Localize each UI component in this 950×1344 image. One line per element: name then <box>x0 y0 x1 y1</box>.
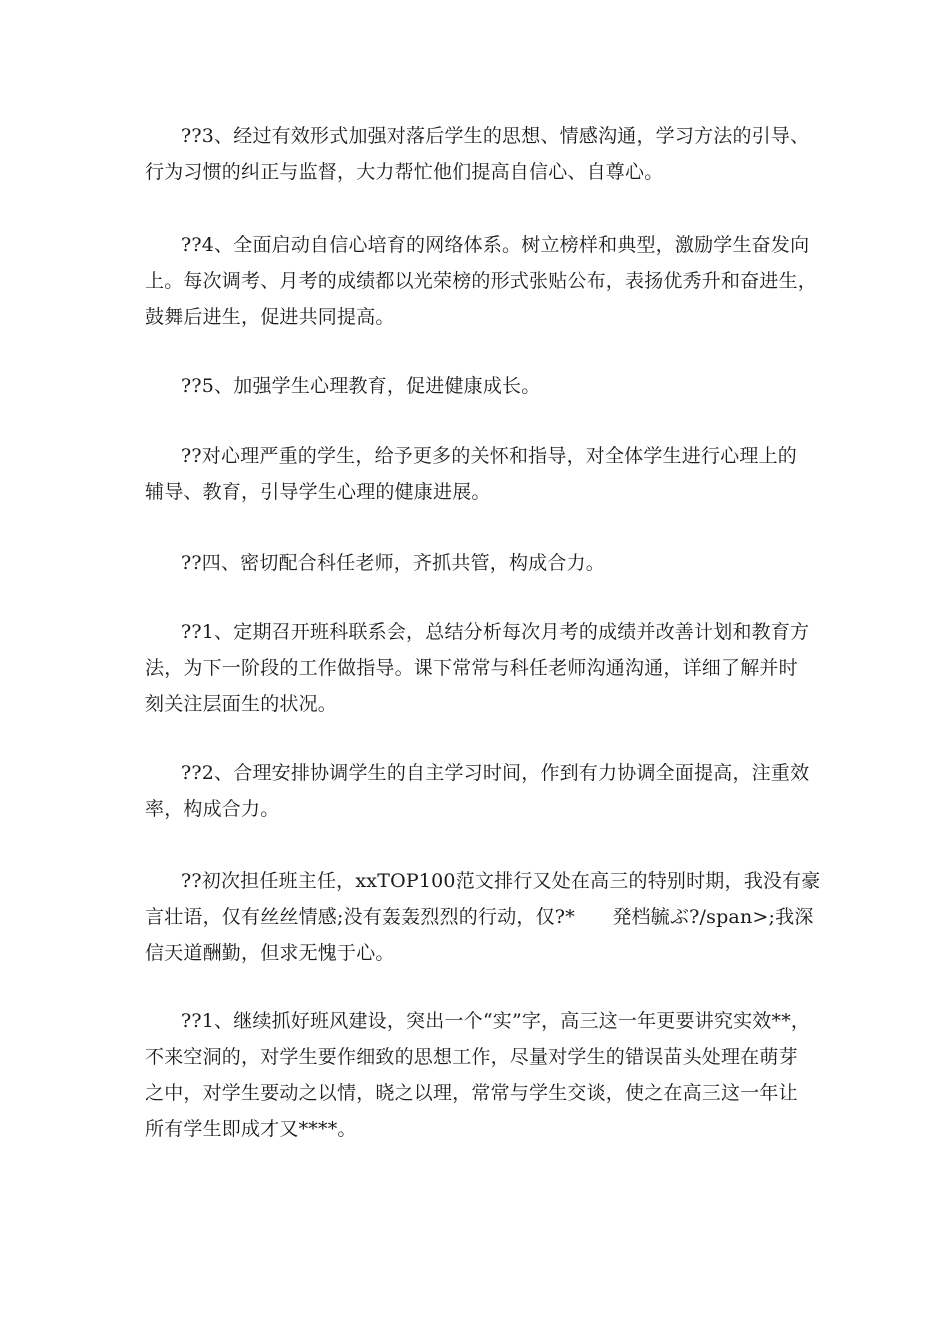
text-line: 不来空洞的，对学生要作细致的思想工作，尽量对学生的错误苗头处理在萌芽 <box>145 1046 798 1068</box>
paragraph-2-study-time <box>145 755 825 827</box>
paragraph-first-time-head-teacher <box>145 863 825 971</box>
text-line: ??5、加强学生心理教育，促进健康成长。 <box>181 375 541 397</box>
text-line: 法，为下一阶段的工作做指导。课下常常与科任老师沟通沟通，详细了解并时 <box>145 657 798 679</box>
text-line: 鼓舞后进生，促进共同提高。 <box>145 306 395 328</box>
text-line: 刻关注层面生的状况。 <box>145 693 338 715</box>
section-heading-four <box>145 545 825 581</box>
paragraph-counseling <box>145 438 825 510</box>
text-line: ??3、经过有效形式加强对落后学生的思想、情感沟通，学习方法的引导、 <box>181 125 810 147</box>
text-line: ??2、合理安排协调学生的自主学习时间，作到有力协调全面提高，注重效 <box>181 762 810 784</box>
paragraph-4-confidence-network <box>145 227 825 335</box>
text-line: 率，构成合力。 <box>145 798 280 820</box>
paragraph-1-teacher-meetings <box>145 614 825 722</box>
text-line: ??1、定期召开班科联系会，总结分析每次月考的成绩并改善计划和教育方 <box>181 621 810 643</box>
paragraph-3-communication <box>145 118 825 190</box>
text-line: 所有学生即成才又****。 <box>145 1118 357 1140</box>
text-line: 信天道酬勤，但求无愧于心。 <box>145 942 395 964</box>
text-line: 行为习惯的纠正与监督，大力帮忙他们提高自信心、自尊心。 <box>145 161 664 183</box>
text-line: 辅导、教育，引导学生心理的健康进展。 <box>145 481 491 503</box>
text-line: ??4、全面启动自信心培育的网络体系。树立榜样和典型，激励学生奋发向 <box>181 234 810 256</box>
text-line: 言壮语，仅有丝丝情感;没有轰轰烈烈的行动，仅?* 発档毓ぶ?/span>;我深 <box>145 906 814 928</box>
text-line: ??四、密切配合科任老师，齐抓共管，构成合力。 <box>181 552 605 574</box>
paragraph-5-mental-health <box>145 368 825 404</box>
text-line: 上。每次调考、月考的成绩都以光荣榜的形式张贴公布，表扬优秀升和奋进生， <box>145 270 818 292</box>
text-line: ??1、继续抓好班风建设，突出一个“实”字，高三这一年更要讲究实效**， <box>181 1010 811 1032</box>
text-line: 之中，对学生要动之以情，晓之以理，常常与学生交谈，使之在高三这一年让 <box>145 1082 798 1104</box>
text-line: ??对心理严重的学生，给予更多的关怀和指导，对全体学生进行心理上的 <box>181 445 797 467</box>
text-line: ??初次担任班主任，xxTOP100范文排行又处在高三的特别时期，我没有豪 <box>181 870 821 892</box>
paragraph-1-class-spirit <box>145 1003 825 1147</box>
